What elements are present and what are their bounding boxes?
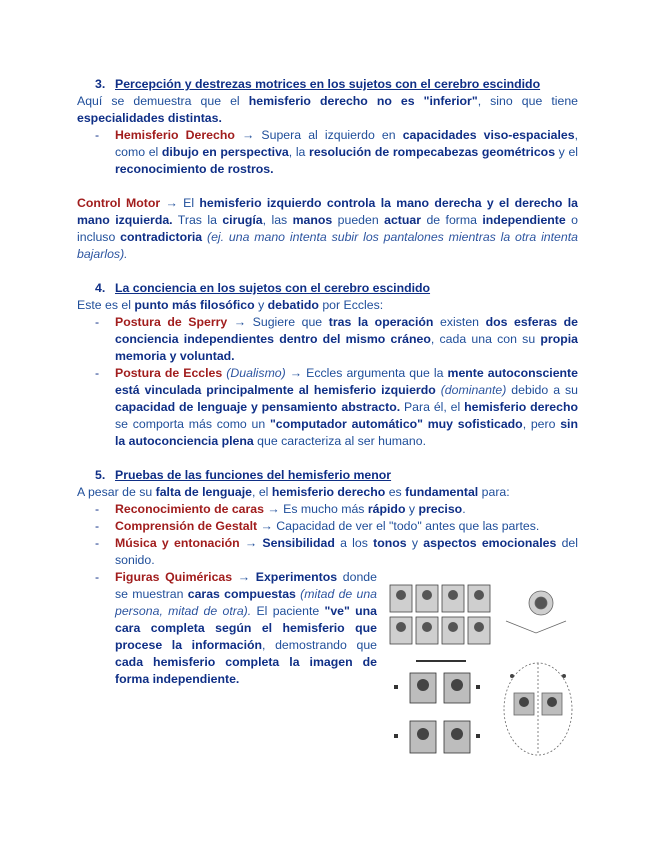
chimeric-faces-figure [386, 581, 576, 765]
section-3-heading [77, 76, 578, 93]
section-5-intro: A pesar de su falta de lenguaje, el hemisferio derecho es fundamental para: [77, 485, 510, 499]
section-number: 3. [95, 77, 106, 91]
section-4-intro: Este es el punto más filosófico y debatido por Eccles: [77, 298, 384, 312]
section-3-list [77, 127, 578, 178]
list-item: - Postura de Eccles (Dualismo) → Eccles argumenta que la mente autoconsciente está vinculada principalmente al hemisferio izquierdo (dominante) debido a su capacidad de lenguaje y pensamiento abstracto. Para él, el hemisferio derecho se comporta más como un "computador automático" muy sofisticado, pero sin la autoconciencia plena que caracteriza al ser humano. [95, 366, 578, 448]
list-item: - Comprensión de Gestalt → Capacidad de ver el "todo" antes que las partes. [95, 519, 540, 533]
section-5-heading [77, 467, 578, 484]
section-4-list [77, 314, 578, 450]
control-motor-paragraph: Control Motor → El hemisferio izquierdo controla la mano derecha y el derecho la mano izquierda. Tras la cirugía, las manos pueden actuar de forma independiente o incluso contradictoria (ej. una mano intenta subir los pantalones mientras la otra intenta bajarlos). [77, 196, 579, 261]
section-title: Pruebas de las funciones del hemisferio menor [115, 468, 392, 482]
list-item: - Postura de Sperry → Sugiere que tras la operación existen dos esferas de conciencia independientes dentro del mismo cráneo, cada una con su propia memoria y voluntad. [95, 315, 579, 363]
list-item: - Reconocimiento de caras → Es mucho más rápido y preciso. [95, 502, 466, 516]
section-title: Percepción y destrezas motrices en los sujetos con el cerebro escindido [115, 77, 541, 91]
section-number: 5. [95, 468, 106, 482]
section-title: La conciencia en los sujetos con el cerebro escindido [115, 281, 431, 295]
section-4-heading [77, 280, 578, 297]
section-3-intro: Aquí se demuestra que el hemisferio derecho no es "inferior", sino que tiene especialidades distintas. [77, 94, 578, 125]
section-number: 4. [95, 281, 106, 295]
list-item: - Hemisferio Derecho → Supera al izquierdo en capacidades viso-espaciales, como el dibujo en perspectiva, la resolución de rompecabezas geométricos y el reconocimiento de rostros. [95, 128, 579, 176]
list-item: - Música y entonación → Sensibilidad a los tonos y aspectos emocionales del sonido. [95, 536, 579, 567]
list-item: - Figuras Quiméricas → Experimentos donde se muestran caras compuestas (mitad de una persona, mitad de otra). El paciente "ve" una cara completa según el hemisferio que procese la información, demostrando que cada hemisferio completa la imagen de forma independiente. [95, 570, 378, 686]
